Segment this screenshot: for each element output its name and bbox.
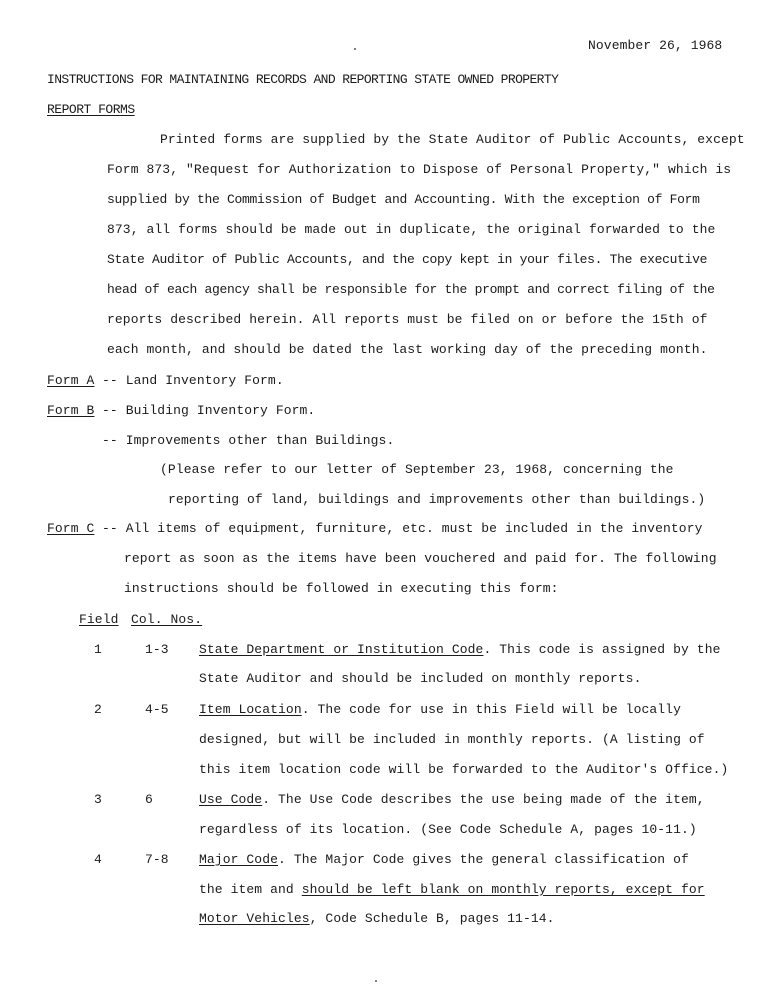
- field-description-line: regardless of its location. (See Code Schedule A, pages 10-11.): [199, 822, 697, 837]
- form-b-note-line: (Please refer to our letter of September 23, 1968, concerning the: [160, 462, 674, 477]
- form-a-label: Form A: [47, 373, 95, 388]
- form-c-text-line: instructions should be followed in executing this form:: [124, 581, 559, 596]
- form-b-note-line: reporting of land, buildings and improvements other than buildings.): [168, 492, 706, 507]
- field-number: 4: [94, 852, 102, 867]
- field-description-line: [199, 792, 705, 808]
- scan-speck: [375, 980, 377, 982]
- field-title: Major Code: [199, 852, 279, 867]
- field-description-line: designed, but will be included in monthly reports. (A listing of: [199, 732, 705, 747]
- col-nos: 4-5: [145, 702, 169, 717]
- form-b-text: -- Building Inventory Form.: [102, 403, 316, 418]
- paragraph-line: Printed forms are supplied by the State Auditor of Public Accounts, except: [160, 132, 745, 147]
- field-column-header: Field: [79, 612, 119, 627]
- field-description-line: [199, 642, 721, 658]
- field-title-rest: . The code for use in this Field will be locally: [301, 702, 681, 717]
- form-b-sub-text: -- Improvements other than Buildings.: [102, 433, 395, 448]
- form-c-text-line: -- All items of equipment, furniture, etc. must be included in the inventory: [102, 521, 703, 536]
- field-title-rest: . The Use Code describes the use being made of the item,: [262, 792, 705, 807]
- field-text-plain: the item and: [199, 882, 302, 897]
- document-date: November 26, 1968: [588, 38, 723, 53]
- field-description-line: [199, 911, 555, 927]
- field-number: 2: [94, 702, 102, 717]
- field-text-underlined: Motor Vehicles: [199, 911, 310, 926]
- field-title: Item Location: [199, 702, 302, 717]
- field-text-plain: , Code Schedule B, pages 11-14.: [309, 911, 555, 926]
- document-title: INSTRUCTIONS FOR MAINTAINING RECORDS AND REPORTING STATE OWNED PROPERTY: [47, 72, 559, 87]
- col-nos: 1-3: [145, 642, 169, 657]
- col-nos-column-header: Col. Nos.: [131, 612, 203, 627]
- scan-speck: [354, 48, 356, 50]
- section-heading-report-forms: REPORT FORMS: [47, 102, 135, 117]
- col-nos: 7-8: [145, 852, 169, 867]
- field-title: Use Code: [199, 792, 263, 807]
- paragraph-line: supplied by the Commission of Budget and Accounting. With the exception of Form: [107, 192, 700, 207]
- field-description-line: [199, 702, 681, 718]
- paragraph-line: reports described herein. All reports must be filed on or before the 15th of: [107, 312, 708, 327]
- field-title-rest: . This code is assigned by the: [483, 642, 721, 657]
- col-nos: 6: [145, 792, 153, 807]
- field-description-line: State Auditor and should be included on monthly reports.: [199, 671, 642, 686]
- field-number: 3: [94, 792, 102, 807]
- field-description-line: this item location code will be forwarded to the Auditor's Office.): [199, 762, 729, 777]
- form-b-label: Form B: [47, 403, 95, 418]
- field-description-line: [199, 882, 705, 898]
- paragraph-line: Form 873, "Request for Authorization to Dispose of Personal Property," which is: [107, 162, 732, 177]
- field-number: 1: [94, 642, 102, 657]
- field-text-underlined: should be left blank on monthly reports, except for: [301, 882, 705, 897]
- paragraph-line: each month, and should be dated the last working day of the preceding month.: [107, 342, 708, 357]
- paragraph-line: State Auditor of Public Accounts, and the copy kept in your files. The executive: [107, 252, 708, 267]
- field-description-line: [199, 852, 689, 868]
- paragraph-line: 873, all forms should be made out in duplicate, the original forwarded to the: [107, 222, 716, 237]
- paragraph-line: head of each agency shall be responsible for the prompt and correct filing of the: [107, 282, 715, 297]
- form-a-text: -- Land Inventory Form.: [102, 373, 284, 388]
- form-c-text-line: report as soon as the items have been vouchered and paid for. The following: [124, 551, 717, 566]
- field-title: State Department or Institution Code: [199, 642, 484, 657]
- field-title-rest: . The Major Code gives the general classification of: [278, 852, 689, 867]
- form-c-label: Form C: [47, 521, 95, 536]
